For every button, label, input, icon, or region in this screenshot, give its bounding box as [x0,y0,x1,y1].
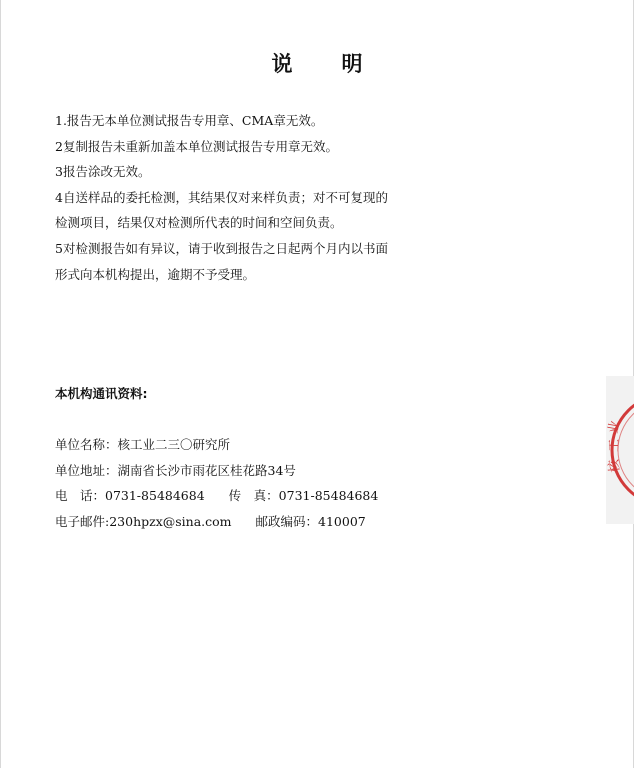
postcode: 邮政编码：410007 [255,513,366,529]
unit-address: 单位地址：湖南省长沙市雨花区桂花路34号 [55,462,296,478]
contact-heading: 本机构通讯资料: [55,386,148,401]
page-title: 说 明 [271,51,377,76]
note-line-4: 4自送样品的委托检测，其结果仅对来样负责；对不可复现的 [55,189,388,205]
svg-text:工: 工 [607,438,623,453]
phone: 电 话：0731-85484684 [55,488,205,504]
phone-fax-row [55,483,455,509]
email: 电子邮件:230hpzx@sina.com [55,513,232,529]
svg-text:业: 业 [606,419,624,435]
page-edge-left [0,0,1,768]
seal-icon [606,376,634,524]
svg-text:核: 核 [606,458,623,474]
fax: 传 真：0731-85484684 [228,488,379,504]
notes-list [55,108,415,287]
note-line-4-cont: 检测项目，结果仅对检测所代表的时间和空间负责。 [55,215,343,231]
note-line-3: 3报告涂改无效。 [55,164,151,180]
contact-info [55,432,455,534]
email-postcode-row [55,509,455,535]
official-seal-fragment [606,376,634,524]
note-line-2: 2复制报告未重新加盖本单位测试报告专用章无效。 [55,138,338,154]
note-line-5: 5对检测报告如有异议，请于收到报告之日起两个月内以书面 [55,240,388,256]
note-line-1: 1.报告无本单位测试报告专用章、CMA章无效。 [55,113,324,128]
unit-name: 单位名称：核工业二三〇研究所 [55,437,231,452]
note-line-5-cont: 形式向本机构提出，逾期不予受理。 [55,266,256,282]
